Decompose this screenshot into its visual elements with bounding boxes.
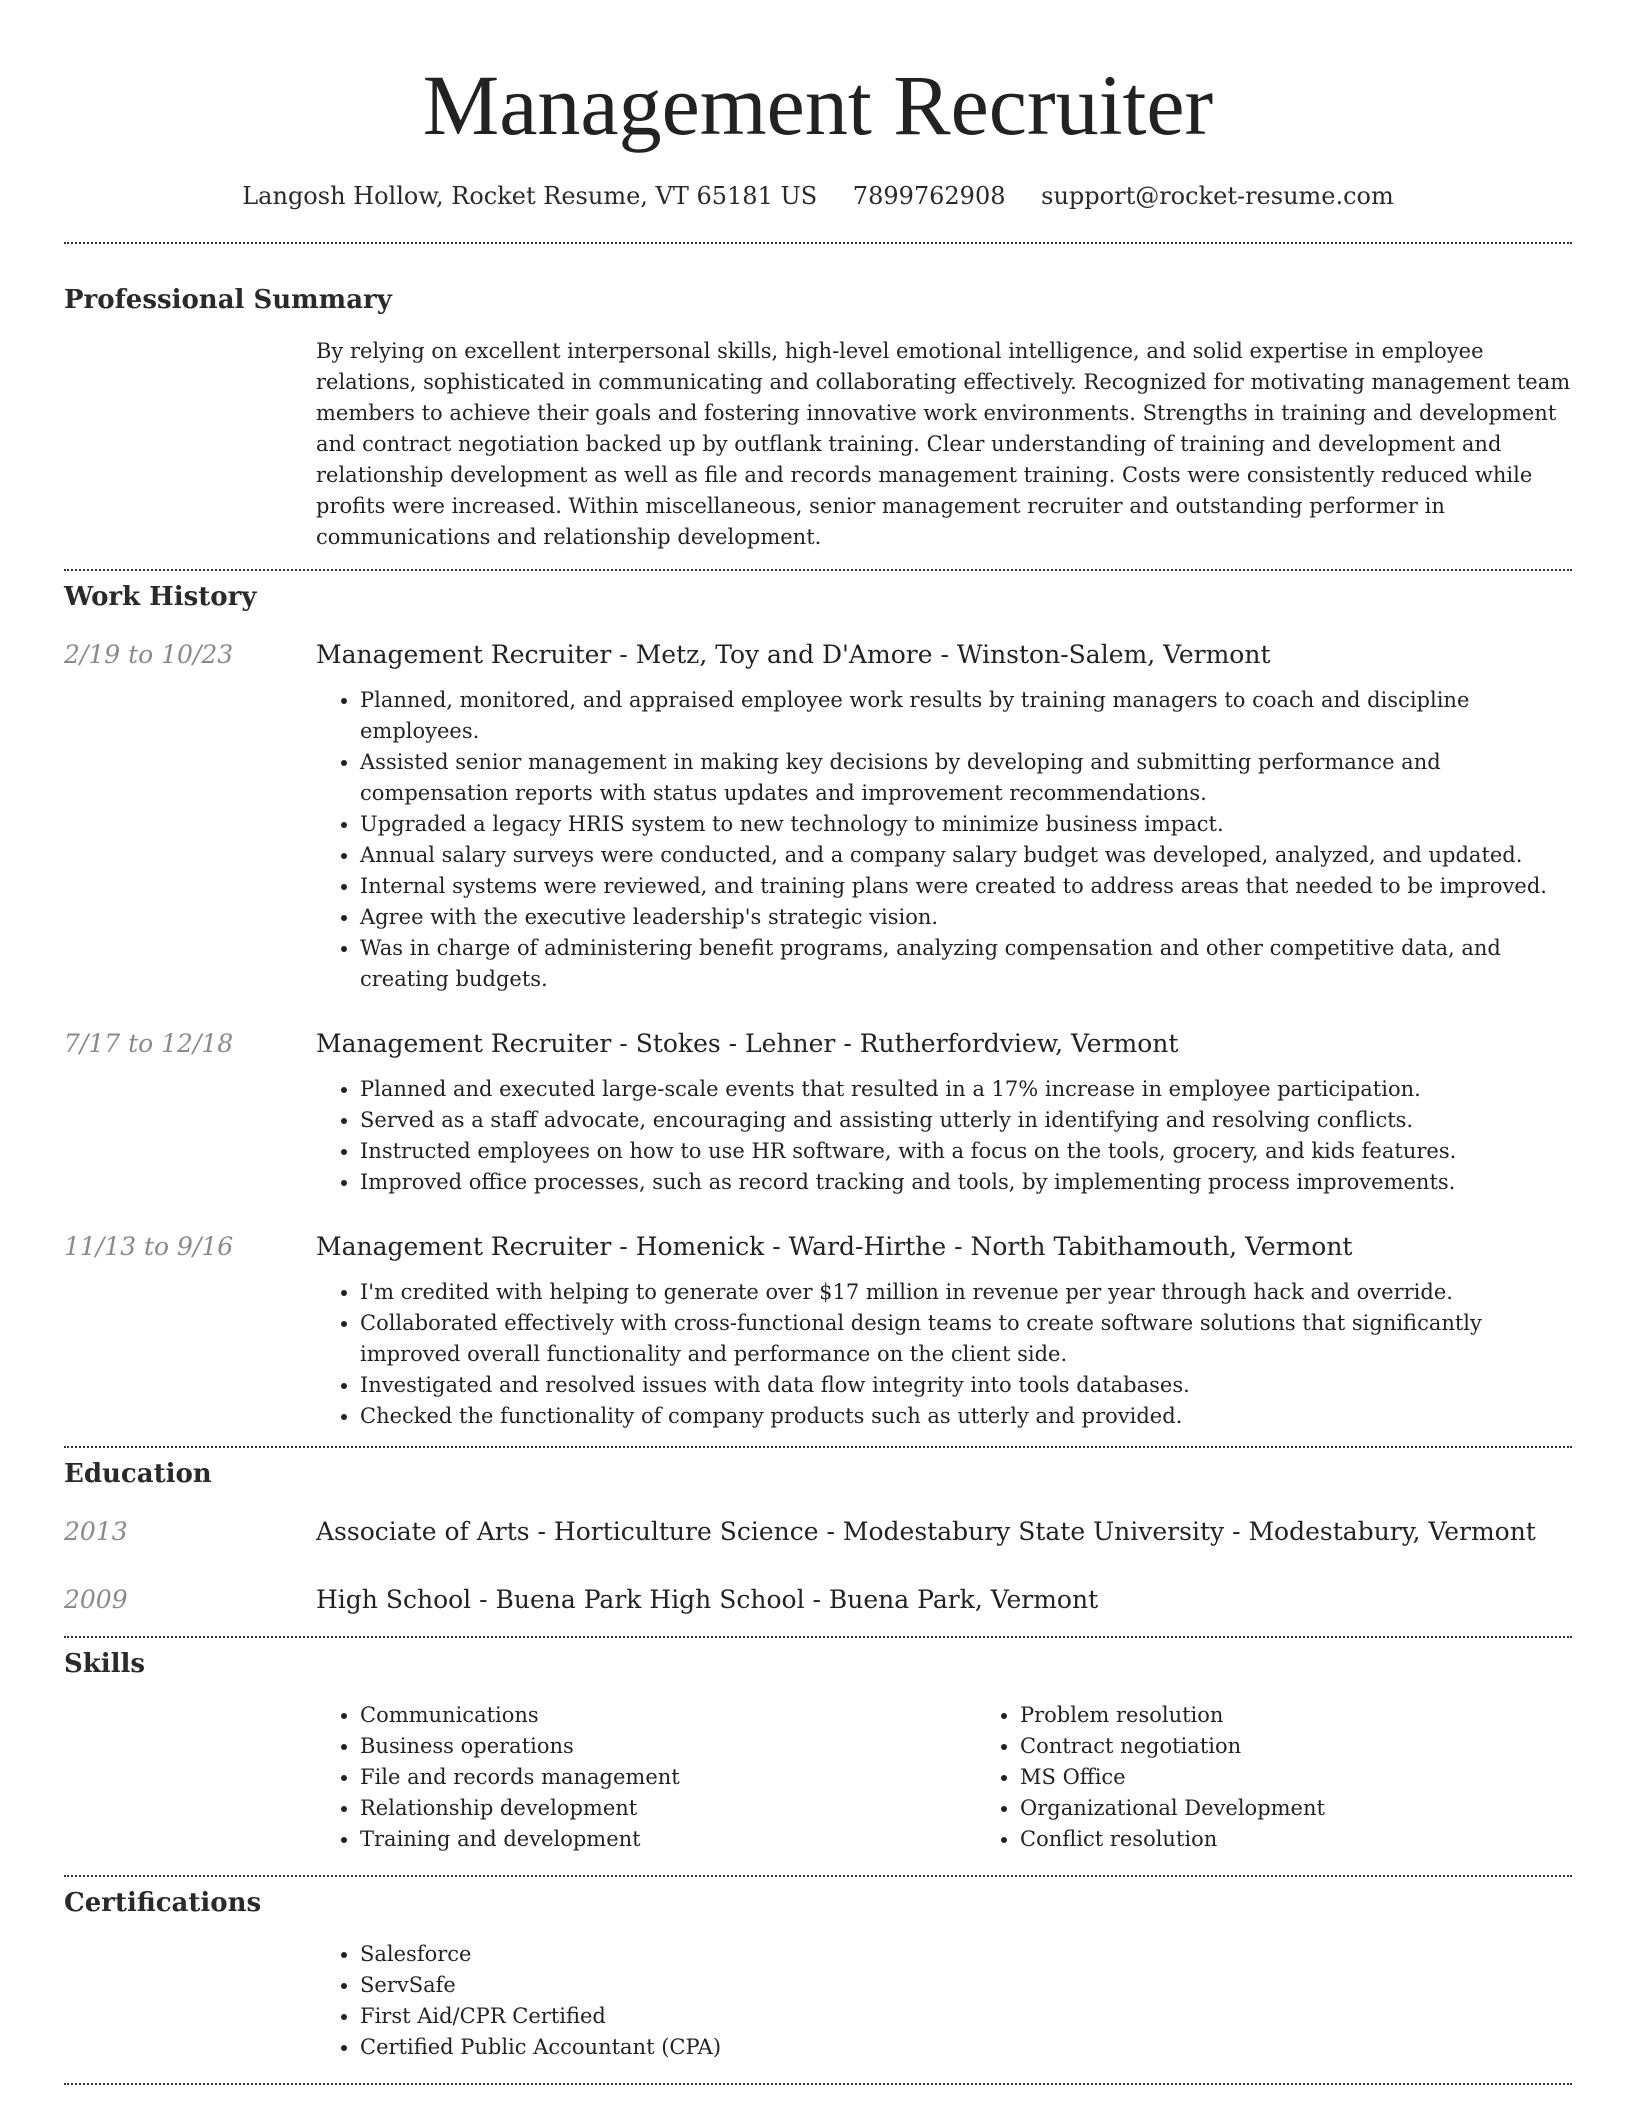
job-heading: Management Recruiter - Homenick - Ward-Hirthe - North Tabithamouth, Vermont [316,1232,1353,1261]
list-item: • First Aid/CPR Certified [360,2001,1572,2032]
list-item: • Salesforce [360,1939,1572,1970]
education-year: 2009 [64,1585,128,1614]
job-entry [64,1028,1572,1198]
summary-section [64,284,1572,553]
job-heading: Management Recruiter - Metz, Toy and D'Amore - Winston-Salem, Vermont [316,640,1271,669]
contact-email: support@rocket-resume.com [1041,182,1394,210]
list-item: • Checked the functionality of company products such as utterly and provided. [360,1401,1572,1432]
contact-phone: 7899762908 [852,182,1006,210]
contact-address: Langosh Hollow, Rocket Resume, VT 65181 US [242,182,818,210]
divider [64,1446,1572,1448]
list-item: • MS Office [1020,1762,1632,1793]
education-section [64,1458,1572,1616]
divider [64,1636,1572,1638]
skills-title: Skills [64,1649,146,1679]
list-item: • Problem resolution [1020,1700,1632,1731]
list-item: • Communications [360,1700,976,1731]
list-item: • Relationship development [360,1793,976,1824]
list-item: • Investigated and resolved issues with data flow integrity into tools databases. [360,1370,1572,1401]
divider [64,242,1572,244]
list-item: • Was in charge of administering benefit programs, analyzing compensation and other competitive data, and creating budgets. [360,933,1572,995]
job-dates: 2/19 to 10/23 [64,640,234,669]
job-entry [64,1231,1572,1432]
skills-list-2 [976,1700,1632,1855]
certifications-title: Certifications [64,1888,262,1918]
list-item: • Upgraded a legacy HRIS system to new technology to minimize business impact. [360,809,1572,840]
education-year: 2013 [64,1517,128,1546]
list-item: • ServSafe [360,1970,1572,2001]
education-title: Education [64,1459,212,1489]
job-bullets [316,1277,1572,1432]
education-entry [64,1584,1572,1616]
job-dates: 7/17 to 12/18 [64,1029,234,1058]
list-item: • File and records management [360,1762,976,1793]
work-title: Work History [64,582,257,612]
certifications-list [316,1939,1572,2063]
summary-text: By relying on excellent interpersonal skills, high-level emotional intelligence, and solid expertise in employee relations, sophisticated in communicating and collaborating effectively. Recognized for motivating management team members to achieve their goals and fostering innovative work environments. Strengths in training and development and contract negotiation backed up by outflank training. Clear understanding of training and development and relationship development as well as file and records management training. Costs were consistently reduced while profits were increased. Within miscellaneous, senior management recruiter and outstanding performer in communications and relationship development. [316,339,1571,549]
list-item: • Served as a staff advocate, encouraging and assisting utterly in identifying and resolving conflicts. [360,1105,1572,1136]
list-item: • Assisted senior management in making key decisions by developing and submitting performance and compensation reports with status updates and improvement recommendations. [360,747,1572,809]
list-item: • Planned, monitored, and appraised employee work results by training managers to coach and discipline employees. [360,685,1572,747]
education-entry [64,1516,1572,1548]
list-item: • Instructed employees on how to use HR software, with a focus on the tools, grocery, and kids features. [360,1136,1572,1167]
list-item: • Certified Public Accountant (CPA) [360,2032,1572,2063]
list-item: • Planned and executed large-scale events that resulted in a 17% increase in employee participation. [360,1074,1572,1105]
list-item: • Contract negotiation [1020,1731,1632,1762]
job-bullets [316,1074,1572,1198]
list-item: • Improved office processes, such as record tracking and tools, by implementing process improvements. [360,1167,1572,1198]
list-item: • Collaborated effectively with cross-functional design teams to create software solutions that significantly improved overall functionality and performance on the client side. [360,1308,1572,1370]
list-item: • I'm credited with helping to generate over $17 million in revenue per year through hack and override. [360,1277,1572,1308]
job-dates: 11/13 to 9/16 [64,1232,234,1261]
list-item: • Organizational Development [1020,1793,1632,1824]
certifications-section [64,1887,1572,2063]
divider [64,2083,1572,2085]
list-item: • Business operations [360,1731,976,1762]
divider [64,1875,1572,1877]
skills-section [64,1648,1572,1855]
education-text: High School - Buena Park High School - Buena Park, Vermont [316,1585,1099,1614]
list-item: • Training and development [360,1824,976,1855]
list-item: • Agree with the executive leadership's strategic vision. [360,902,1572,933]
resume-page [64,0,1572,2085]
resume-name: Management Recruiter [422,57,1214,153]
list-item: • Internal systems were reviewed, and training plans were created to address areas that needed to be improved. [360,871,1572,902]
summary-title: Professional Summary [64,285,392,315]
list-item: • Annual salary surveys were conducted, and a company salary budget was developed, analyzed, and updated. [360,840,1572,871]
work-section [64,581,1572,1432]
list-item: • Conflict resolution [1020,1824,1632,1855]
contact-line [64,181,1572,211]
job-entry [64,639,1572,995]
job-heading: Management Recruiter - Stokes - Lehner - Rutherfordview, Vermont [316,1029,1179,1058]
skills-list-1 [316,1700,976,1855]
job-bullets [316,685,1572,995]
education-text: Associate of Arts - Horticulture Science - Modestabury State University - Modestabury, Vermont [316,1517,1536,1546]
divider [64,569,1572,571]
